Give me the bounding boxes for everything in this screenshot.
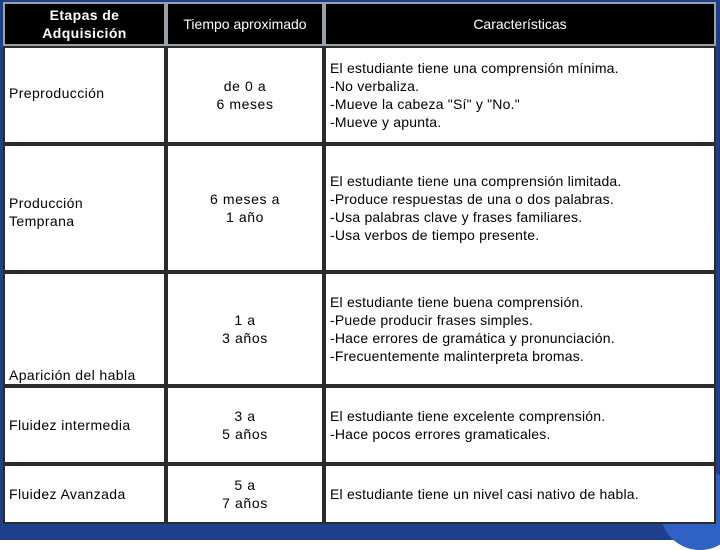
feature-line: -Puede producir frases simples. bbox=[330, 312, 534, 328]
stage-name: Producción bbox=[9, 195, 84, 211]
time-line: 6 meses a bbox=[210, 191, 280, 207]
header-stage-line: Etapas de bbox=[49, 7, 120, 23]
header-features: Características bbox=[324, 2, 716, 46]
feature-line: El estudiante tiene buena comprensión. bbox=[330, 294, 584, 310]
time-line: 7 años bbox=[222, 495, 268, 511]
header-stage bbox=[3, 2, 166, 46]
stage-name: Fluidez Avanzada bbox=[9, 486, 126, 502]
time-line: 5 a bbox=[234, 477, 256, 493]
feature-line: -No verbaliza. bbox=[330, 78, 420, 94]
stage-name: Temprana bbox=[9, 213, 75, 229]
time-line: 3 a bbox=[234, 408, 256, 424]
feature-line: -Usa palabras clave y frases familiares. bbox=[330, 209, 583, 225]
header-time: Tiempo aproximado bbox=[166, 2, 324, 46]
time-line: de 0 a bbox=[223, 78, 267, 94]
time-cell bbox=[166, 464, 324, 524]
time-line: 1 a bbox=[234, 312, 256, 328]
feature-line: -Mueve y apunta. bbox=[330, 114, 442, 130]
stage-cell bbox=[3, 46, 166, 144]
stage-cell bbox=[3, 272, 166, 386]
table-row bbox=[3, 46, 716, 144]
table-row bbox=[3, 272, 716, 386]
stage-name: Fluidez intermedia bbox=[9, 417, 131, 433]
features-cell bbox=[324, 386, 716, 464]
feature-line: El estudiante tiene una comprensión mínima. bbox=[330, 60, 619, 76]
stage-cell bbox=[3, 464, 166, 524]
feature-line: El estudiante tiene excelente comprensión. bbox=[330, 408, 606, 424]
features-cell bbox=[324, 464, 716, 524]
table-row bbox=[3, 144, 716, 272]
time-cell bbox=[166, 272, 324, 386]
time-cell bbox=[166, 144, 324, 272]
features-cell bbox=[324, 144, 716, 272]
feature-line: -Produce respuestas de una o dos palabras. bbox=[330, 191, 614, 207]
feature-line: -Usa verbos de tiempo presente. bbox=[330, 227, 540, 243]
header-stage-line: Adquisición bbox=[42, 25, 127, 41]
stage-name: Preproducción bbox=[9, 85, 105, 101]
acquisition-stages-table bbox=[3, 2, 716, 524]
time-cell bbox=[166, 386, 324, 464]
time-cell bbox=[166, 46, 324, 144]
feature-line: -Hace errores de gramática y pronunciación. bbox=[330, 330, 615, 346]
stage-cell bbox=[3, 386, 166, 464]
time-line: 5 años bbox=[222, 426, 268, 442]
stage-name: Aparición del habla bbox=[9, 367, 136, 383]
features-cell bbox=[324, 46, 716, 144]
feature-line: -Frecuentemente malinterpreta bromas. bbox=[330, 348, 585, 364]
feature-line: -Hace pocos errores gramaticales. bbox=[330, 426, 551, 442]
table-row bbox=[3, 386, 716, 464]
feature-line: El estudiante tiene una comprensión limitada. bbox=[330, 173, 622, 189]
features-cell bbox=[324, 272, 716, 386]
table-header-row bbox=[3, 2, 716, 46]
stage-cell bbox=[3, 144, 166, 272]
time-line: 3 años bbox=[222, 330, 268, 346]
time-line: 1 año bbox=[225, 209, 265, 225]
feature-line: El estudiante tiene un nivel casi nativo de habla. bbox=[330, 486, 639, 502]
table-row bbox=[3, 464, 716, 524]
feature-line: -Mueve la cabeza "Sí" y "No." bbox=[330, 96, 520, 112]
time-line: 6 meses bbox=[216, 96, 274, 112]
